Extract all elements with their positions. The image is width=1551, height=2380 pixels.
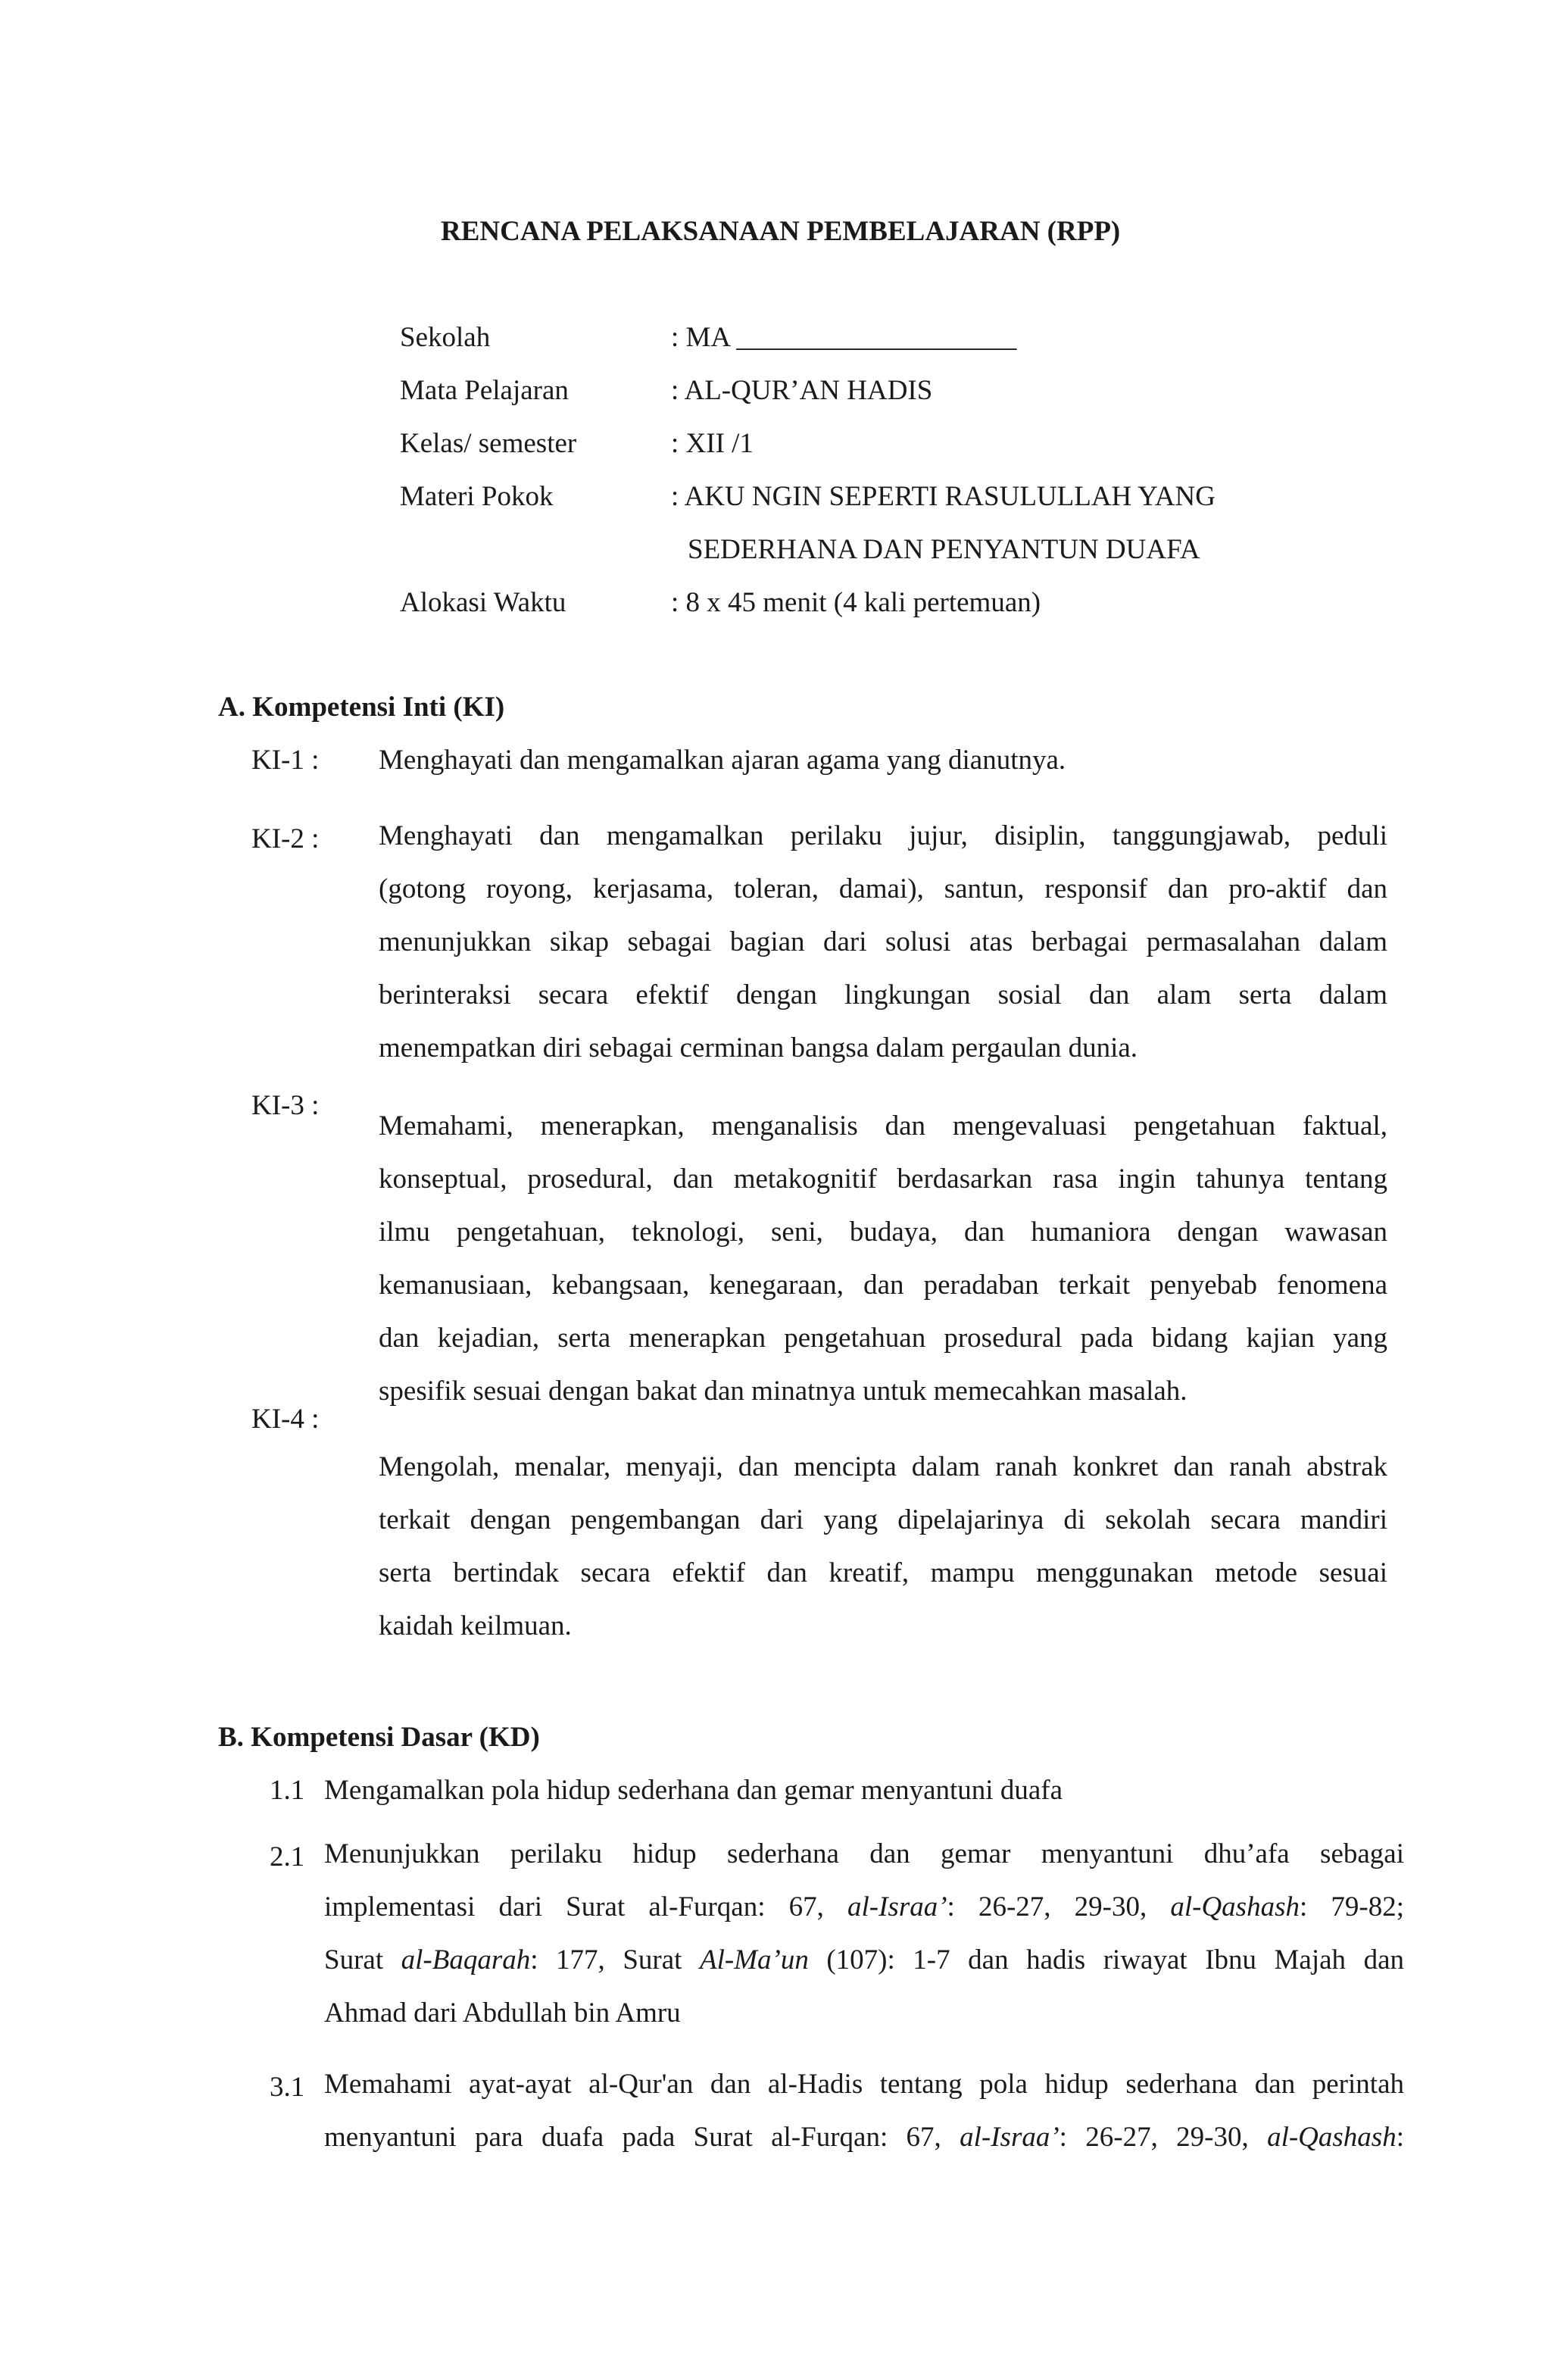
- kd-2-1-text: Menunjukkan perilaku hidup sederhana dan gemar menyantuni dhu’afa sebagai implementasi dari Surat al-Furqan: 67, al-Israa’: 26-27, 29-30, al-Qashash: 79-82; Surat al-Baqarah: 177, Surat Al-Ma’un (107): 1-7 dan hadis riwayat Ibnu Majah dan Ahmad dari Abdullah bin Amru: [324, 1838, 1405, 2029]
- ki-2-label: KI-2 :: [251, 823, 320, 854]
- kd-2-1-number: 2.1: [270, 1841, 305, 1872]
- header-label-sekolah: Sekolah: [400, 322, 491, 353]
- ki-3-text: Memahami, menerapkan, menganalisis dan mengevaluasi pengetahuan faktual, konseptual, prosedural, dan metakognitif berdasarkan rasa ingin tahunya tentang ilmu pengetahuan, teknologi, seni, budaya, dan humaniora dengan wawasan kemanusiaan, kebangsaan, kenegaraan, dan peradaban terkait penyebab fenomena dan kejadian, serta menerapkan pengetahuan prosedural pada bidang kajian yang spesifik sesuai dengan bakat dan minatnya untuk memecahkan masalah.: [379, 1110, 1387, 1407]
- ki-2-text: Menghayati dan mengamalkan perilaku jujur, disiplin, tanggungjawab, peduli (gotong royong, kerjasama, toleran, damai), santun, responsif dan pro-aktif dan menunjukkan sikap sebagai bagian dari solusi atas berbagai permasalahan dalam berinteraksi secara efektif dengan lingkungan sosial dan alam serta dalam menempatkan diri sebagai cerminan bangsa dalam pergaulan dunia.: [379, 820, 1387, 1064]
- kd-1-1-number: 1.1: [270, 1775, 305, 1806]
- ki-1-text: Menghayati dan mengamalkan ajaran agama yang dianutnya.: [379, 745, 1066, 776]
- header-label-mapel: Mata Pelajaran: [400, 375, 569, 406]
- header-value-kelas: : XII /1: [671, 428, 754, 459]
- kd-1-1-text: Mengamalkan pola hidup sederhana dan gemar menyantuni duafa: [324, 1775, 1063, 1806]
- kd-3-1-text: Memahami ayat-ayat al-Qur'an dan al-Hadis tentang pola hidup sederhana dan perintah menyantuni para duafa pada Surat al-Furqan: 67, al-Israa’: 26-27, 29-30, al-Qashash:: [324, 2069, 1404, 2153]
- header-value-mapel: : AL-QUR’AN HADIS: [671, 375, 933, 406]
- kd-3-1-number: 3.1: [270, 2072, 305, 2103]
- section-b-heading: B. Kompetensi Dasar (KD): [218, 1722, 540, 1753]
- header-value-alokasi: : 8 x 45 menit (4 kali pertemuan): [671, 587, 1041, 618]
- header-value-sekolah: : MA ____________________: [671, 322, 1017, 353]
- header-label-materi: Materi Pokok: [400, 481, 554, 512]
- document-title: RENCANA PELAKSANAAN PEMBELAJARAN (RPP): [441, 216, 1121, 247]
- header-value-materi: : AKU NGIN SEPERTI RASULULLAH YANG: [671, 481, 1216, 512]
- ki-4-label: KI-4 :: [251, 1404, 320, 1435]
- section-a-heading: A. Kompetensi Inti (KI): [218, 692, 505, 723]
- ki-3-label: KI-3 :: [251, 1090, 320, 1121]
- ki-4-text: Mengolah, menalar, menyaji, dan mencipta dalam ranah konkret dan ranah abstrak terkait dengan pengembangan dari yang dipelajarinya di sekolah secara mandiri serta bertindak secara efektif dan kreatif, mampu menggunakan metode sesuai kaidah keilmuan.: [379, 1451, 1387, 1641]
- ki-1-label: KI-1 :: [251, 745, 320, 776]
- header-label-kelas: Kelas/ semester: [400, 428, 577, 459]
- header-label-alokasi: Alokasi Waktu: [400, 587, 566, 618]
- header-value-materi-cont: SEDERHANA DAN PENYANTUN DUAFA: [688, 534, 1200, 565]
